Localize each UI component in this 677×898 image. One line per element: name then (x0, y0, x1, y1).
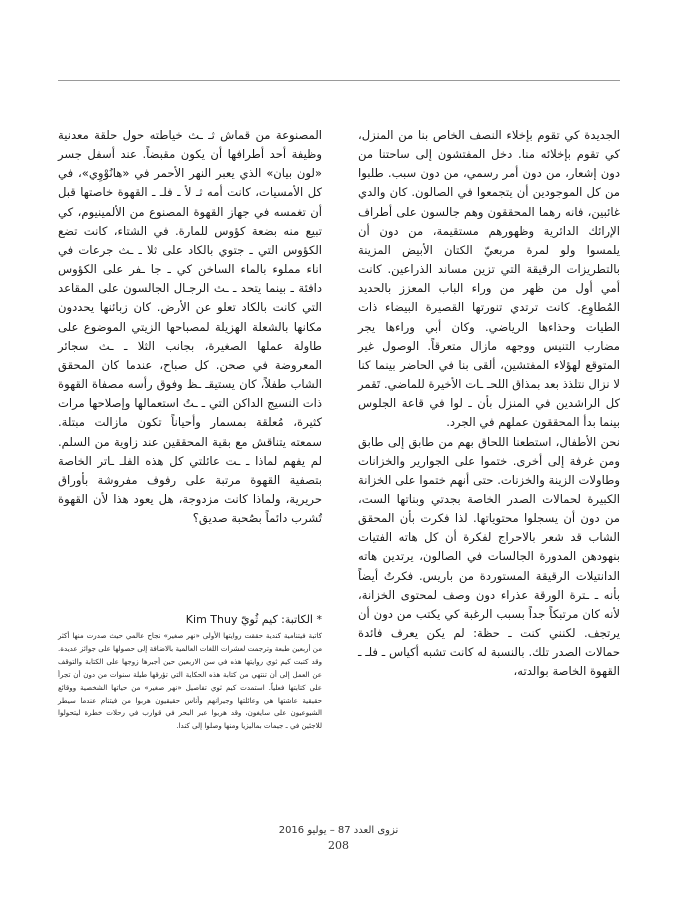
author-bio-heading: * الكاتبة: كيم ثُويّ Kim Thuy (185, 613, 322, 626)
author-bio-text: كاتبة فيتنامية كندية حققت روايتها الأولى «نهر صغير» نجاح عالمي حيث صدرت منها أكثر من أربعين طبعة وترجمت لعشرات اللغات العالمية بالاضافة إلى حصولها على جوائز عديدة. وقد كتبت كيم ثوي روايتها هذه في سن الاربعين حين أجبرها زوجها على الكتابة والتوقف عن العمل إلى أن تنتهي من كتابة هذه الحكاية التي تؤرقها طيلة سنوات من دون أن تجرأ على كتابتها فعلياً. استمدت كيم ثوي تفاصيل «نهر صغير» من حياتها الشخصية ووقائع حقيقية عاشتها هي وعائلتها وجيرانهم وأناس حقيقيون هربوا من فيتنام عندما سيطر الشيوعيون على سايغون، وقد هربوا عبر البحر في قوارب في رحلات خطرة ليتحولوا للاجئين في ـ جيمات بماليزيا ومنها وصلوا إلى كندا. (58, 631, 322, 731)
paragraph: المصنوعة من قماش ثـ ـث خياطته حول حلقة معدنية وظيفة أحد أطرافها أن يكون مقبضاً. عند أسفل جسر «لون بيان» الذي يعبر النهر الأحمر في «هانُوْوِي»، في كل الأمسيات، كانت أمه ثـ لأ ـ فلـ ـ القهوة خاصتها قبل أن تغمسه في جهاز القهوة المصنوع من الألمينيوم، كي تبيع منه بضعة كؤوس للمارة. في الشتاء، كانت تضع الكؤوس التي ـ جتوي بالكاد على ثلا ـ ـث جرعات في اناء مملوء بالماء الساخن كي ـ جا ـفر على الكؤوس دافئة ـ بينما يتحد ـ ـث الرجـال الجالسون على المقاعد التي كانت بالكاد تعلو عن الأرض. كان زبائنها يحددون مكانها بالشعلة الهزيلة لمصباحها الزيتي الموضوع على طاولة عملها الصغيرة، بجانب الثلا ـ ـث سجائر المعروضة في صحن. كل صباح، عندما كان المحقق الشاب طفلاً، كان يستيقـ ـظ وفوق رأسه مصفاة القهوة ذات النسيج الداكن التي ـ ـتُ استعمالها وإصلاحها مرات كثيرة، مُعلقة بمسمار وأحياناً تكون مازالت مبتلة. سمعته يتناقش مع بقية المحققين عند زاوية من السلم. لم يفهم لماذا ـ ـت عائلتي كل هذه الفلـ ـاتر الخاصة بتصفية القهوة مرتبة على رفوف مفروشة بأوراق حريرية، ولماذا كانت مزدوجة، هل يعود هذا لأن القهوة تُشرب دائماً بصُحبة صديق؟ (58, 128, 322, 526)
paragraph: الجديدة كي تقوم بإخلاء النصف الخاص بنا من المنزل، كي تقوم بإخلائه منا. دخل المفتشون إلى ساحتنا من دون إشعار، من دون أمر رسمي، من دون سبب. طلبوا من كل الموجودين أن يتجمعوا في الصالون. كان والدي غائبين، فانه رهما المحققون وهم جالسون على أطراف الإرائك الدائرية وظهورهم مستقيمة، من دون أن يلمسوا ولو لمرة مربعيّ الكتان الأبيض المزينة بالتطريزات الرقيقة التي تزين مساند الذراعين. كانت أمي أول من ظهر من وراء الباب المعزز بالحديد المُطاوِع. كانت ترتدي تنورتها القصيرة البيضاء ذات الطيات وحذاءها الرياضي. وكان أبي وراءها يجر مضارب التنيس ووجهه مازال متعرقاً. الوصول غير المتوقع لهؤلاء المفتشين، ألقى بنا في الحاضر بينما كنا لا نزال نتلذذ بعد بمذاق اللحـ ـات الأخيرة للماضي. تَقمر كل الراشدين في المنزل بأن ـ لوا في قاعة الجلوس بينما بدأ المحققون عملهم في الجرد. (358, 128, 620, 430)
paragraph: نحن الأطفال، استطعنا اللحاق بهم من طابق إلى طابق ومن غرفة إلى أخرى. ختموا على الجوارير والخزانات وطاولات الزينة والخزنات. حتى أنهم ختموا على الخزانة الكبيرة لحمالات الصدر الخاصة بجدتي وبناتها الست، من دون أن يسجلوا محتوياتها. لذا فكرت بأن المحقق الشاب قد شعر بالاحراج لفكرة أن كل هاته الفتيات بنهودهن المدورة الجالسات في الصالون، يرتدين هاته الدانتيلات الرقيقة المستوردة من باريس. فكرتُ أيضاً بأنه ـ ـترة الورقة عذراء دون وصف لمحتوى الخزانة، لأنه كان مرتبكاً جداً بسبب الرغبة كي يكتب من دون أن يرتجف. لكنني كنت ـ حظة: لم يكن يعرف فائدة حمالات الصدر تلك. بالنسبة له كانت تشبه أكياس ـ فلـ ـ القهوة الخاصة بوالدته، (358, 434, 620, 679)
header-rule (58, 80, 620, 81)
article-column-right (358, 126, 620, 682)
page-number: 208 (328, 839, 349, 852)
issue-info: نزوى العدد 87 – يوليو 2016 (278, 825, 399, 836)
author-bio (58, 612, 322, 733)
article-column-left (58, 126, 322, 528)
